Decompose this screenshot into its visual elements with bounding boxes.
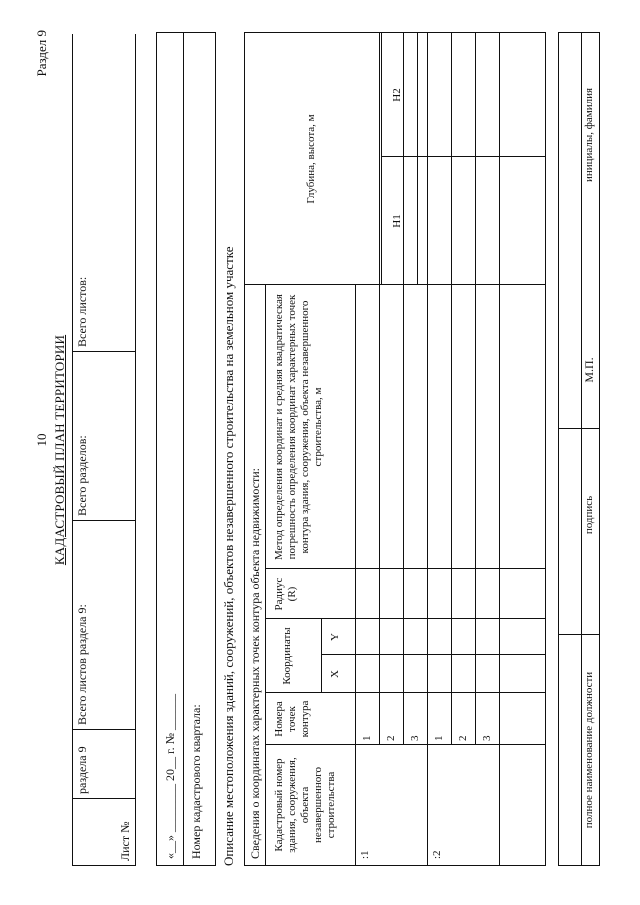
total-sheets-field: Всего листов: (73, 34, 136, 352)
col-h2-header: H2 (391, 88, 403, 102)
date-line: «__» ________ 20__ г. № ______ (163, 693, 177, 859)
rotated-form (30, 30, 610, 870)
page-number: 10 (34, 433, 49, 447)
coordinates-table (244, 32, 546, 866)
date-quarter-block (156, 32, 216, 866)
group-1-label: :1 (359, 850, 371, 859)
quarter-label: Номер кадастрового квартала: (189, 704, 203, 859)
section-sheet-label: раздела 9 (73, 730, 106, 799)
sheets-in-section-field: Всего листов раздела 9: (73, 521, 136, 730)
name-caption: инициалы, фамилия (583, 87, 595, 183)
point-number: 3 (409, 735, 421, 741)
col-object-header: Кадастровый номер здания, сооружения, объекта незавершенного строительства (273, 757, 337, 853)
point-number: 1 (361, 735, 373, 741)
col-y-header: Y (329, 633, 341, 641)
group-2-label: :2 (431, 850, 443, 859)
form-title: КАДАСТРОВЫЙ ПЛАН ТЕРРИТОРИИ (52, 334, 67, 566)
position-caption: полное наименование должности (583, 671, 595, 829)
sign-caption: подпись (583, 495, 595, 535)
col-depth-header: Глубина, высота, м (305, 114, 317, 204)
col-coords-header: Координаты (281, 627, 293, 685)
col-method-header: Метод определения координат и средняя квадратическая погрешность определения координат характерных точек контура здания, сооружения, объекта незавершенного строительства, м (273, 294, 324, 560)
col-points-header: Номера точек контура (273, 700, 311, 738)
col-h1-header: H1 (391, 214, 403, 228)
point-number: 2 (457, 735, 469, 741)
point-number: 1 (433, 735, 445, 741)
total-sections-field: Всего разделов: (73, 352, 136, 521)
signature-block (558, 32, 600, 866)
point-number: 3 (481, 735, 493, 741)
description-title: Описание местоположения зданий, сооружений, объектов незавершенного строительства на земельном участке (221, 246, 236, 866)
point-number: 2 (385, 735, 397, 741)
stamp-label: М.П. (582, 357, 596, 383)
header-table (72, 34, 136, 866)
section-label: Раздел 9 (34, 30, 49, 77)
col-x-header: X (329, 670, 341, 678)
table-caption: Сведения о координатах характерных точек контура объекта недвижимости: (248, 468, 262, 859)
sheet-number-label: Лист № (73, 799, 136, 866)
col-radius-header: Радиус (R) (273, 577, 298, 611)
